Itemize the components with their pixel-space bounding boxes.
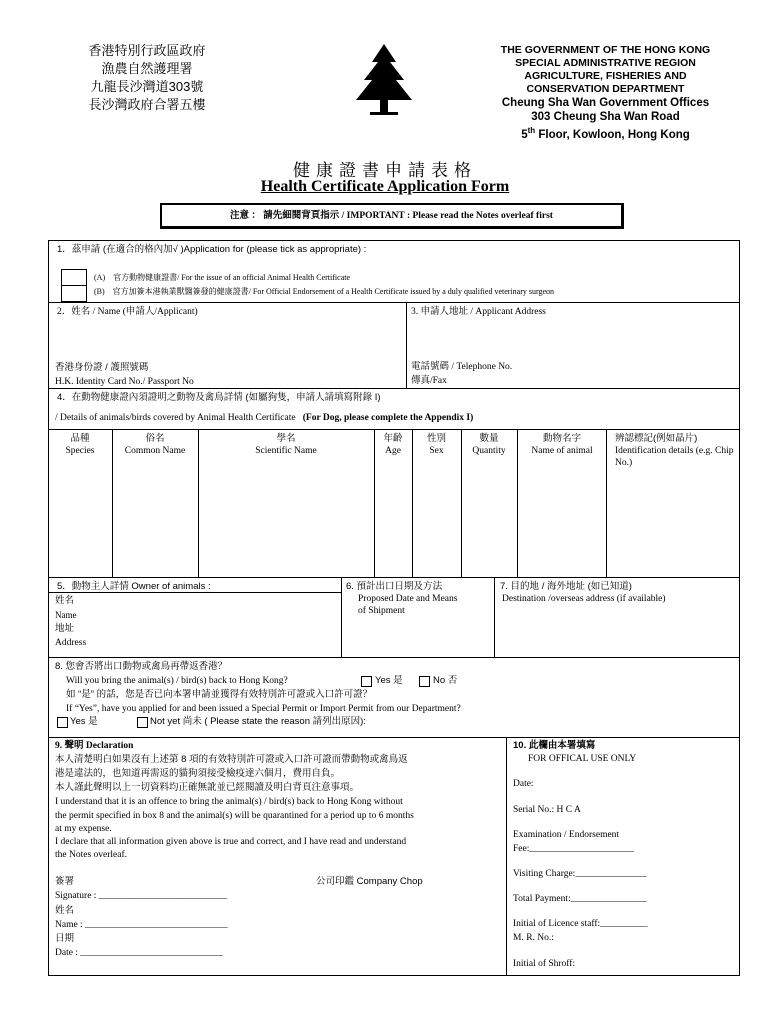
signature-field[interactable]: Signature : ___________________________ — [55, 891, 228, 901]
en-address-line: AGRICULTURE, FISHERIES AND — [524, 70, 687, 82]
section-4-heading-cn: 4．在動物健康證內須證明之動物及禽鳥詳情 (如屬狗隻，申請人請填寫附錄 I) — [57, 392, 381, 403]
checkbox-option-b[interactable] — [61, 285, 87, 302]
column-identification: 辨認標記(例如晶片) Identification details (e.g. Chip No.) — [615, 433, 734, 468]
official-visiting-charge: Visiting Charge:_______________ — [513, 869, 647, 879]
declaration-cn-3: 本人謹此聲明以上一切資料均正確無訛並已經閱讀及明白背頁注意事項。 — [55, 782, 360, 793]
option-b-label: (B) 官方加簽本港執業獸醫簽發的健康證書/ For Official Endorsement of a Health Certificate issued by a duly qualified veterinary surgeon — [94, 287, 555, 296]
cn-address-line: 漁農自然護理署 — [101, 61, 193, 76]
date-field[interactable]: Date : ______________________________ — [55, 948, 223, 958]
section-6-heading: 6. 預計出口日期及方法 — [346, 581, 443, 592]
form-title-english: Health Certificate Application Form — [260, 178, 510, 195]
english-address — [478, 44, 733, 142]
important-notice: 注意 ： 請先細閱背頁指示 / IMPORTANT : Please read the Notes overleaf first — [230, 211, 553, 221]
section-8-question-2-cn: 如 “是” 的話，您是否已向本署申請並獲得有效特別許可證或入口許可證？ — [66, 689, 373, 700]
name-field[interactable]: Name : ______________________________ — [55, 920, 228, 930]
declaration-cn-2: 港是違法的，也知道再需返的貓狗須接受檢疫達六個月，費用自負。 — [55, 768, 341, 779]
owner-address-cn: 地址 — [55, 623, 75, 634]
official-serial-no: Serial No.: H C A — [513, 805, 581, 815]
applicant-name-field[interactable] — [57, 320, 397, 360]
id-label-en: H.K. Identity Card No./ Passport No — [55, 377, 194, 387]
name-label-cn: 姓名 — [55, 905, 75, 916]
declaration-en-2: the permit specified in box 8 and the animal(s) will be quarantined for a period up to 6 months — [55, 811, 414, 821]
declaration-cn-1: 本人清楚明白如果沒有上述第 8 項的有效特別許可證或入口許可證而帶動物或禽鳥返 — [55, 754, 408, 765]
section-4-heading-en: / Details of animals/birds covered by Animal Health Certificate (For Dog, please complete the Appendix I) — [55, 413, 474, 423]
section-9-heading: 9. 聲明 Declaration — [55, 741, 134, 751]
en-address-line: SPECIAL ADMINISTRATIVE REGION — [515, 57, 696, 69]
cn-address-line: 長沙灣政府合署五樓 — [88, 97, 206, 112]
column-quantity: 數量 Quantity — [472, 433, 506, 456]
en-address-line: CONSERVATION DEPARTMENT — [526, 83, 685, 95]
official-total-payment: Total Payment:________________ — [513, 894, 647, 904]
section-10-heading: 10. 此欄由本署填寫 — [513, 740, 596, 751]
company-chop-label: 公司印鑑 Company Chop — [316, 876, 423, 887]
signature-label-cn: 簽署 — [55, 876, 75, 887]
column-common-name: 俗名 Common Name — [124, 433, 186, 456]
en-address-line: Cheung Sha Wan Government Offices — [501, 97, 710, 109]
official-shroff-initial: Initial of Shroff: — [513, 959, 576, 969]
return-yes-label: Yes 是 — [375, 675, 403, 686]
cn-address-line: 九龍長沙灣道303號 — [90, 79, 204, 94]
column-animal-name: 動物名字 Name of animal — [531, 433, 593, 456]
official-exam-endorsement: Examination / Endorsement — [513, 830, 620, 840]
chinese-address — [62, 42, 232, 114]
section-2-heading: 2．姓名 / Name (申請人/Applicant) — [57, 307, 198, 317]
section-3-heading: 3. 申請人地址 / Applicant Address — [411, 307, 546, 317]
section-8-heading: 8. 您會否將出口動物或禽鳥再帶返香港？ — [55, 661, 228, 672]
declaration-en-4: I declare that all information given above is true and correct, and I have read and understand — [55, 837, 407, 847]
owner-name-en: Name — [55, 610, 77, 620]
section-7-heading: 7. 目的地 / 海外地址 (如已知道) — [500, 581, 632, 592]
form-title-chinese: 健康證書申請表格 — [293, 161, 477, 180]
section-6-line3: of Shipment — [358, 606, 405, 616]
official-mr-no: M. R. No.: — [513, 933, 554, 943]
permit-yes-label: Yes 是 — [70, 716, 98, 727]
owner-address-en: Address — [55, 638, 87, 648]
fax-label: 傳真/Fax — [411, 376, 447, 386]
en-address-line: 303 Cheung Sha Wan Road — [531, 111, 680, 123]
section-1-heading: 1．茲申請 (在適合的格內加√ )Application for (please tick as appropriate) : — [57, 244, 367, 255]
official-date: Date: — [513, 779, 534, 789]
return-no-label: No 否 — [433, 675, 458, 686]
column-scientific-name: 學名 Scientific Name — [255, 433, 317, 456]
official-fee: Fee:______________________ — [513, 844, 634, 854]
checkbox-option-a[interactable] — [61, 269, 87, 286]
return-no-checkbox[interactable] — [419, 676, 430, 687]
owner-name-cn: 姓名 — [55, 595, 75, 606]
declaration-en-5: the Notes overleaf. — [55, 850, 128, 860]
column-species: 品種 Species — [65, 433, 95, 456]
section-8-question-2-en: If “Yes”, have you applied for and been issued a Special Permit or Import Permit from our Department? — [66, 704, 461, 714]
cn-address-line: 香港特別行政區政府 — [88, 43, 206, 58]
column-sex: 性別 Sex — [426, 433, 446, 456]
en-address-line: THE GOVERNMENT OF THE HONG KONG — [500, 44, 711, 56]
en-address-floor: 5th Floor, Kowloon, Hong Kong — [521, 126, 690, 141]
section-5-heading: 5．動物主人詳情 Owner of animals : — [57, 581, 211, 592]
important-notice-box — [160, 203, 624, 229]
section-7-line2: Destination /overseas address (if available) — [502, 594, 666, 604]
return-yes-checkbox[interactable] — [361, 676, 372, 687]
permit-notyet-checkbox[interactable] — [137, 717, 148, 728]
date-label-cn: 日期 — [55, 933, 75, 944]
permit-notyet-label: Not yet 尚未 ( Please state the reason 請列出原因): — [150, 716, 366, 727]
option-a-label: (A) 官方動物健康證書/ For the issue of an official Animal Health Certificate — [94, 273, 351, 282]
telephone-label: 電話號碼 / Telephone No. — [411, 362, 513, 372]
section-6-line2: Proposed Date and Means — [358, 594, 458, 604]
column-age: 年齡 Age — [383, 433, 403, 456]
department-tree-logo — [350, 42, 418, 120]
declaration-en-1: I understand that it is an offence to bring the animal(s) / bird(s) back to Hong Kong without — [55, 797, 403, 807]
official-use-only: FOR OFFICAL USE ONLY — [528, 754, 637, 764]
permit-yes-checkbox[interactable] — [57, 717, 68, 728]
id-label-cn: 香港身份證 / 護照號碼 — [55, 362, 149, 373]
section-8-question-1: Will you bring the animal(s) / bird(s) back to Hong Kong? — [66, 676, 288, 686]
declaration-en-3: at my expense. — [55, 824, 112, 834]
official-licence-initial: Initial of Licence staff:__________ — [513, 919, 648, 929]
